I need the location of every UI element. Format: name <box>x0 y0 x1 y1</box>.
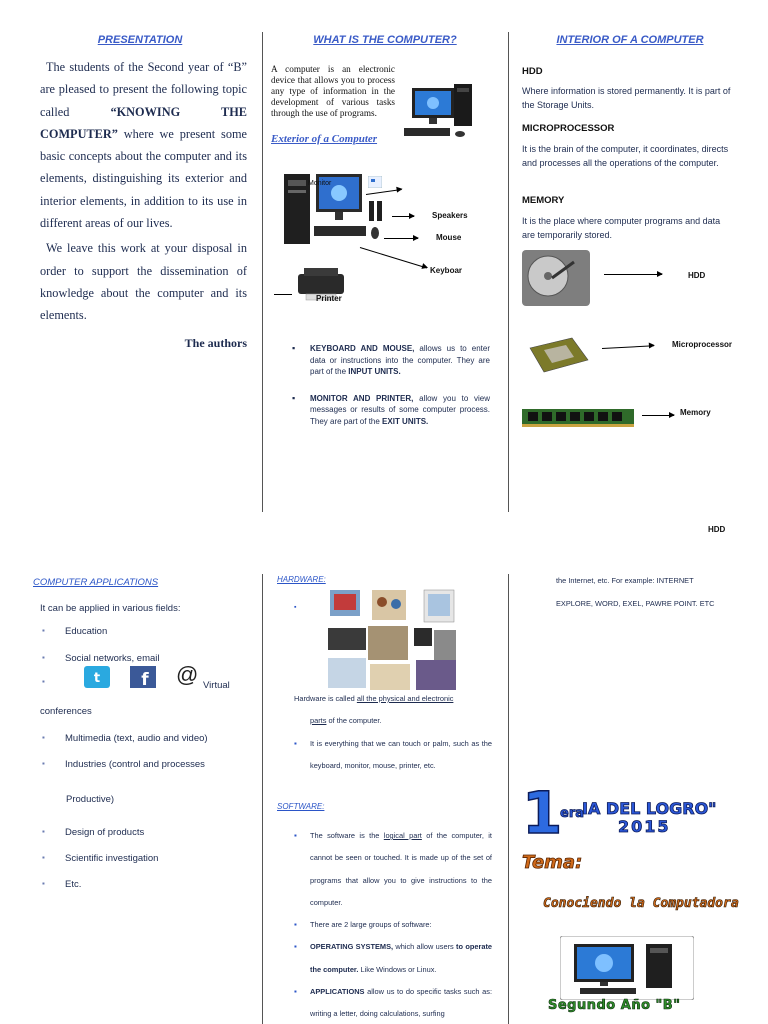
application-item: ▪ Etc. <box>40 879 158 890</box>
divider-3 <box>262 574 263 1024</box>
exterior-bullets <box>290 343 490 427</box>
interior-title: INTERIOR OF A COMPUTER <box>556 34 704 46</box>
software-item: ▪ APPLICATIONS allow us to do specific tasks such as: writing a letter, doing calculations, surfing <box>294 981 492 1024</box>
applications-list-3 <box>40 827 158 890</box>
keyboard-arrow <box>360 247 427 268</box>
hdd-heading: HDD <box>522 66 543 77</box>
svg-text:f: f <box>141 670 149 688</box>
presentation-title: PRESENTATION <box>97 34 183 46</box>
cover-topic: Conociendo la Computadora <box>543 896 739 911</box>
cover-number: 1 <box>522 779 563 847</box>
windows-logo-icon <box>368 176 382 188</box>
application-item: ▪ Multimedia (text, audio and video) <box>40 733 208 744</box>
presentation-body <box>40 56 247 327</box>
hardware-collage-image <box>324 588 460 694</box>
microprocessor-image-label: Microprocessor <box>672 340 733 349</box>
hardware-bullet-marker: ▪ <box>294 604 297 611</box>
software-item: ▪ The software is the logical part of the computer, it cannot be seen or touched. It is made up of the set of programs that allow you to give instructions to the computer. <box>294 825 492 914</box>
at-icon: @ <box>176 662 199 687</box>
speakers-arrow <box>392 216 414 217</box>
presentation-paragraph-2: We leave this work at your disposal in order to support the dissemination of knowledge about the computer and its elements. <box>40 241 247 323</box>
speakers-image <box>368 200 384 222</box>
cover-year: 2015 <box>618 817 671 836</box>
memory-image-label: Memory <box>680 408 711 417</box>
memory-text: It is the place where computer programs and data are temporarily stored. <box>522 216 721 240</box>
hdd-arrow <box>604 274 662 275</box>
divider-4 <box>508 574 509 1024</box>
exterior-title: Exterior of a Computer <box>271 133 378 145</box>
applications-title: COMPUTER APPLICATIONS <box>33 577 159 588</box>
software-title: SOFTWARE: <box>277 802 325 811</box>
virtual-text: Virtual <box>203 680 230 691</box>
mouse-arrow <box>384 238 418 239</box>
authors-signature: The authors <box>184 336 247 350</box>
hdd-image <box>522 250 590 306</box>
hardware-title: HARDWARE: <box>277 575 326 584</box>
keyboard-mouse-bullet: ▪ KEYBOARD AND MOUSE, allows us to enter data or instructions into the computer. They are part of the INPUT UNITS. <box>290 343 490 378</box>
hardware-bullet: ▪ It is everything that we can touch or palm, such as the keyboard, monitor, mouse, printer, etc. <box>294 733 492 778</box>
microprocessor-image <box>524 336 592 376</box>
monitor-printer-bullet: ▪ MONITOR AND PRINTER, allow you to view messages or results of some computer process. They are part of the EXIT UNITS. <box>290 393 490 428</box>
hardware-bullets <box>294 733 492 778</box>
hardware-definition: Hardware is called all the physical and electronic <box>294 694 454 703</box>
software-item: ▪ OPERATING SYSTEMS, which allow users to operate the computer. Like Windows or Linux. <box>294 936 492 981</box>
application-item: ▪ Social networks, email <box>40 653 160 664</box>
application-item: ▪ Scientific investigation <box>40 853 158 864</box>
hdd-text: Where information is stored permanently. It is part of the Storage Units. <box>522 86 731 110</box>
cover-class: Segundo Año "B" <box>548 998 681 1013</box>
conferences-text: conferences <box>40 706 92 717</box>
printer-line <box>274 294 292 295</box>
hdd-image-label: HDD <box>688 271 706 280</box>
keyboard-label: Keyboar <box>430 266 463 275</box>
microprocessor-text: It is the brain of the computer, it coordinates, directs and processes all the operations of the computer. <box>522 144 729 168</box>
microprocessor-arrow <box>602 345 654 349</box>
applications-intro: It can be applied in various fields: <box>40 603 181 614</box>
applications-list-2 <box>40 733 208 770</box>
twitter-icon <box>84 666 110 688</box>
divider-2 <box>508 32 509 512</box>
mouse-image <box>368 226 382 240</box>
application-item: ▪ Education <box>40 626 160 637</box>
presentation-paragraph-1: The students of the Second year of “B” are pleased to present the following topic called “KNOWING THE COMPUTER” where we present some basic concepts about the computer and its elements, distinguishing its exterior and interior elements, in addition to its use in different areas of our lives. <box>40 60 247 231</box>
microprocessor-heading: MICROPROCESSOR <box>522 123 615 134</box>
monitor-label: Monitor <box>308 180 332 187</box>
what-is-computer-title: WHAT IS THE COMPUTER? <box>313 34 457 46</box>
facebook-icon <box>130 666 156 688</box>
productive-text: Productive) <box>66 794 115 805</box>
desktop-computer-image <box>398 82 478 144</box>
continued-text-2: EXPLORE, WORD, EXEL, PAWRE POINT. ETC <box>556 599 715 608</box>
software-item: ▪ There are 2 large groups of software: <box>294 914 492 936</box>
application-item: ▪ Industries (control and processes <box>40 759 208 770</box>
mouse-label: Mouse <box>436 233 462 242</box>
computer-definition: A computer is an electronic device that allows you to process any type of information in the development of various tasks through the use of programs. <box>271 64 395 118</box>
hardware-definition-cont: parts of the computer. <box>310 716 382 725</box>
memory-heading: MEMORY <box>522 195 565 206</box>
cover-heading: IA DEL LOGRO" <box>582 799 717 818</box>
cover-computer-image <box>560 936 694 1000</box>
bullet-marker: ▪ <box>42 677 45 686</box>
cover-tema: Tema: <box>522 852 583 873</box>
continued-text-1: the Internet, etc. For example: INTERNET <box>556 576 694 585</box>
memory-image <box>522 406 636 430</box>
software-list <box>294 825 492 1024</box>
divider-1 <box>262 32 263 512</box>
application-item: ▪ Design of products <box>40 827 158 838</box>
cover-era: era <box>560 806 585 821</box>
speakers-label: Speakers <box>432 211 468 220</box>
printer-label: Printer <box>316 294 342 303</box>
memory-arrow <box>642 415 674 416</box>
svg-text:t: t <box>93 671 101 686</box>
applications-list-1 <box>40 626 160 664</box>
stray-hdd-label: HDD <box>708 525 726 534</box>
